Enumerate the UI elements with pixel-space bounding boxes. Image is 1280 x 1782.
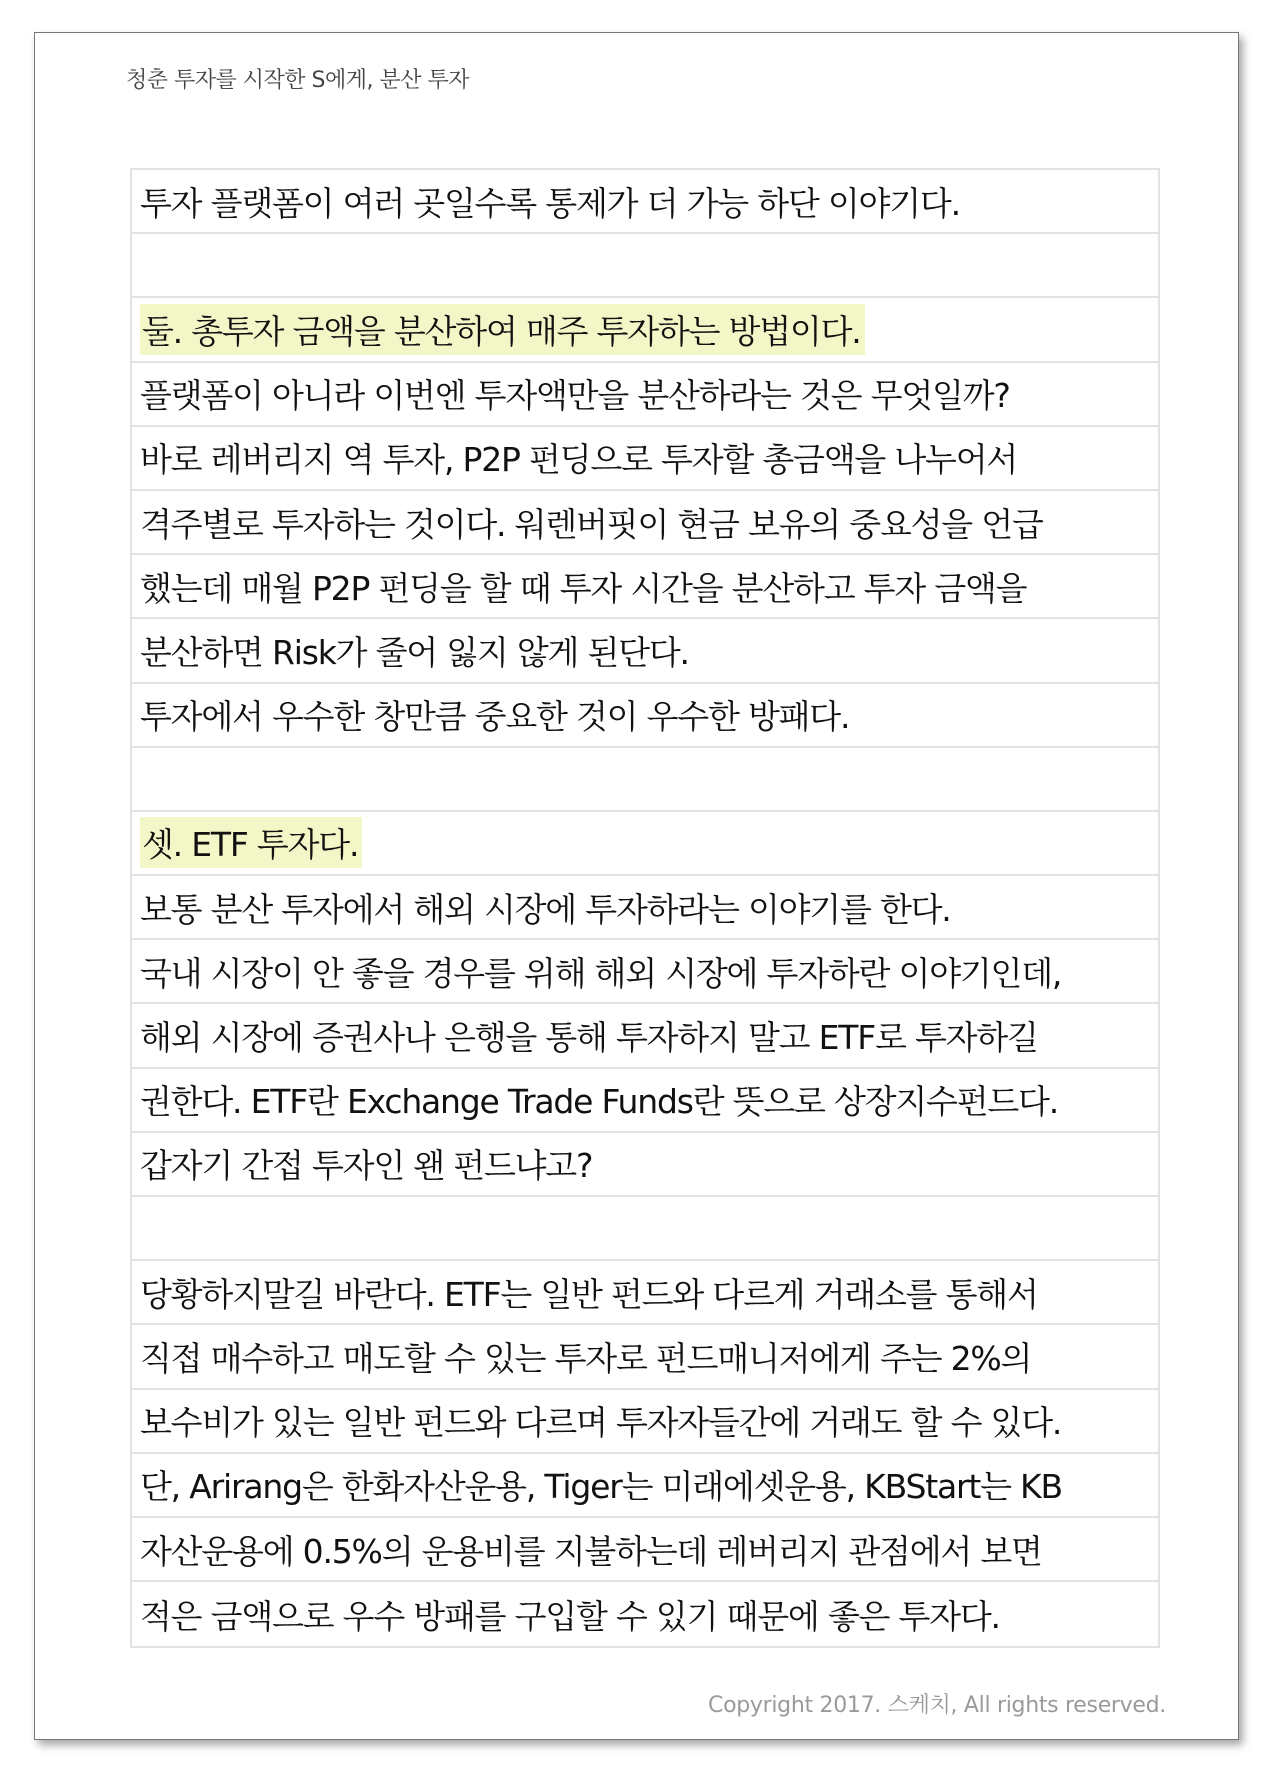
- row-text: 해외 시장에 증권사나 은행을 통해 투자하지 말고 ETF로 투자하길: [140, 1018, 1038, 1058]
- table-row: [132, 619, 1158, 683]
- text-table: [130, 168, 1160, 1648]
- row-text: 적은 금액으로 우수 방패를 구입할 수 있기 때문에 좋은 투자다.: [140, 1596, 1000, 1636]
- table-row: [132, 1133, 1158, 1197]
- row-text: 권한다. ETF란 Exchange Trade Funds란 뜻으로 상장지수펀드다.: [140, 1082, 1059, 1122]
- table-row: [132, 876, 1158, 940]
- highlighted-heading: 둘. 총투자 금액을 분산하여 매주 투자하는 방법이다.: [140, 304, 865, 355]
- empty-row: [132, 748, 1158, 812]
- table-row: [132, 1325, 1158, 1389]
- row-text: 투자에서 우수한 창만큼 중요한 것이 우수한 방패다.: [140, 697, 850, 737]
- row-text: 단, Arirang은 한화자산운용, Tiger는 미래에셋운용, KBStart는 KB: [140, 1467, 1062, 1507]
- table-row: [132, 363, 1158, 427]
- table-row: [132, 1390, 1158, 1454]
- row-text: 보수비가 있는 일반 펀드와 다르며 투자자들간에 거래도 할 수 있다.: [140, 1403, 1062, 1443]
- row-text: 갑자기 간접 투자인 왠 펀드냐고?: [140, 1146, 593, 1186]
- row-text: 보통 분산 투자에서 해외 시장에 투자하라는 이야기를 한다.: [140, 889, 951, 929]
- page-header-title: 청춘 투자를 시작한 S에게, 분산 투자: [126, 68, 469, 93]
- table-row: [132, 1518, 1158, 1582]
- document-page: [34, 32, 1239, 1740]
- table-row: [132, 491, 1158, 555]
- row-text: 투자 플랫폼이 여러 곳일수록 통제가 더 가능 하단 이야기다.: [140, 183, 960, 223]
- row-text: 플랫폼이 아니라 이번엔 투자액만을 분산하라는 것은 무엇일까?: [140, 376, 1010, 416]
- copyright-footer: Copyright 2017. 스케치, All rights reserved.: [708, 1693, 1166, 1718]
- table-row: [132, 684, 1158, 748]
- row-text: 자산운용에 0.5%의 운용비를 지불하는데 레버리지 관점에서 보면: [140, 1531, 1042, 1571]
- table-row: [132, 427, 1158, 491]
- table-row: [132, 1261, 1158, 1325]
- row-text: 직접 매수하고 매도할 수 있는 투자로 펀드매니저에게 주는 2%의: [140, 1338, 1032, 1378]
- table-row: [132, 940, 1158, 1004]
- table-row: [132, 170, 1158, 234]
- table-row: [132, 1069, 1158, 1133]
- empty-row: [132, 1197, 1158, 1261]
- row-text: 당황하지말길 바란다. ETF는 일반 펀드와 다르게 거래소를 통해서: [140, 1274, 1038, 1314]
- table-row: [132, 812, 1158, 876]
- table-row: [132, 298, 1158, 362]
- table-row: [132, 1004, 1158, 1068]
- highlighted-heading: 셋. ETF 투자다.: [140, 817, 362, 868]
- empty-row: [132, 234, 1158, 298]
- table-row: [132, 1582, 1158, 1646]
- row-text: 격주별로 투자하는 것이다. 워렌버핏이 현금 보유의 중요성을 언급: [140, 504, 1043, 544]
- table-row: [132, 555, 1158, 619]
- table-row: [132, 1454, 1158, 1518]
- row-text: 했는데 매월 P2P 펀딩을 할 때 투자 시간을 분산하고 투자 금액을: [140, 568, 1027, 608]
- row-text: 바로 레버리지 역 투자, P2P 펀딩으로 투자할 총금액을 나누어서: [140, 440, 1018, 480]
- row-text: 국내 시장이 안 좋을 경우를 위해 해외 시장에 투자하란 이야기인데,: [140, 953, 1062, 993]
- row-text: 분산하면 Risk가 줄어 잃지 않게 된단다.: [140, 632, 689, 672]
